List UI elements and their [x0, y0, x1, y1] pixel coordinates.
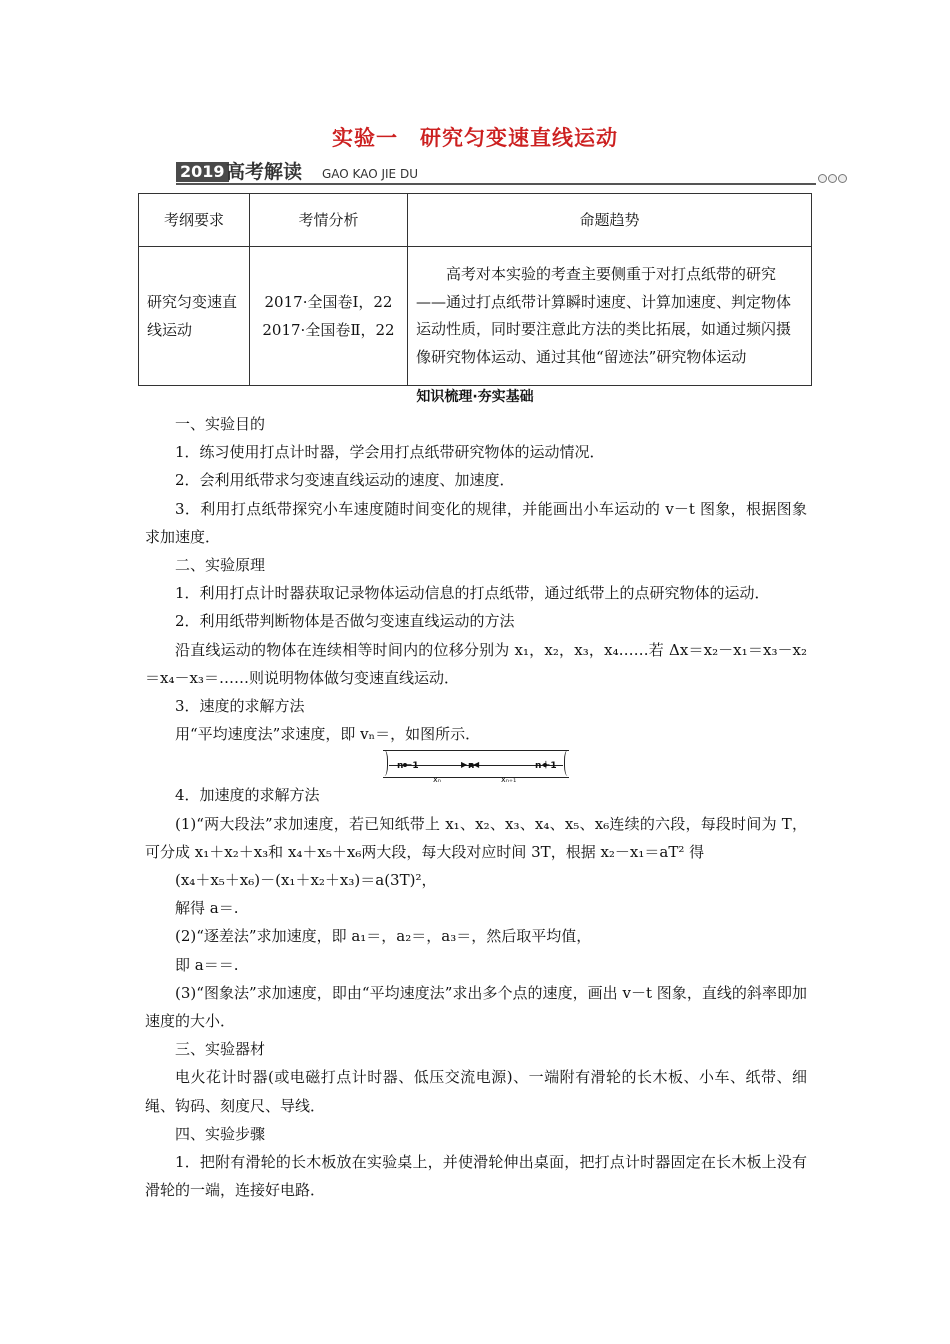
paragraph: 即 a＝＝. [175, 955, 239, 974]
paragraph: 1．利用打点计时器获取记录物体运动信息的打点纸带，通过纸带上的点研究物体的运动． [175, 584, 770, 603]
header-requirement: 考纲要求 [139, 194, 250, 247]
table-header-row [139, 194, 812, 247]
analysis-item: 2017·全国卷Ⅱ，22 [262, 321, 395, 339]
cell-trend: 高考对本实验的考查主要侧重于对打点纸带的研究——通过打点纸带计算瞬时速度、计算加速度、判定物体运动性质，同时要注意此方法的类比拓展，如通过频闪摄像研究物体运动、通过其他“留迹法”研究物体运动 [408, 247, 812, 386]
exam-analysis-table [138, 193, 812, 386]
paragraph: 解得 a＝. [175, 899, 239, 918]
paragraph: 4．加速度的求解方法 [175, 786, 320, 805]
paragraph: 3．速度的求解方法 [175, 697, 305, 716]
tape-label-right: n＋1 [535, 761, 557, 772]
paragraph: (3)“图象法”求加速度，即由“平均速度法”求出多个点的速度，画出 v－t 图象，直线的斜率即加速度的大小． [145, 983, 807, 1031]
tape-seg2: xₙ₊₁ [501, 775, 517, 785]
tape-seg1: xₙ [433, 775, 441, 785]
cell-analysis [250, 247, 408, 386]
decorative-dots-icon [818, 168, 848, 180]
tape-label-mid: n [468, 761, 475, 772]
banner-label: 高考解读 [226, 161, 303, 183]
paragraph: 电火花计时器(或电磁打点计时器、低压交流电源)、一端附有滑轮的长木板、小车、纸带、细绳、钩码、刻度尺、导线． [145, 1068, 807, 1115]
paragraph: (x₄＋x₅＋x₆)－(x₁＋x₂＋x₃)＝a(3T)²， [175, 871, 437, 890]
analysis-item: 2017·全国卷Ⅰ，22 [264, 293, 393, 311]
header-analysis: 考情分析 [250, 194, 408, 247]
heading-steps: 四、实验步骤 [175, 1124, 266, 1143]
arrow-left-icon: ◀ [473, 760, 480, 770]
ticker-tape-figure [145, 750, 807, 785]
exam-banner [176, 160, 848, 186]
ticker-tape [383, 750, 569, 785]
heading-purpose: 一、实验目的 [175, 415, 266, 433]
table-row [139, 247, 812, 386]
page-title: 实验一 研究匀变速直线运动 [332, 126, 618, 150]
banner-year: 2019 [176, 162, 229, 182]
paragraph: 用“平均速度法”求速度，即 vₙ＝，如图所示． [175, 725, 481, 744]
banner-rule [176, 183, 816, 185]
paragraph: 1．把附有滑轮的长木板放在实验桌上，并使滑轮伸出桌面，把打点计时器固定在长木板上没有滑轮的一端，连接好电路． [145, 1153, 807, 1200]
tape-label-left: n－1 [397, 761, 419, 772]
header-trend: 命题趋势 [408, 194, 812, 247]
body-text [145, 410, 807, 1204]
paragraph: (1)“两大段法”求加速度，若已知纸带上 x₁、x₂、x₃、x₄、x₅、x₆连续的六段，每段时间为 T，可分成 x₁＋x₂＋x₃和 x₄＋x₅＋x₆两大段，每大段对应时间 3T，根据 x₂－x₁＝aT² 得 [145, 814, 807, 861]
paragraph: 2．利用纸带判断物体是否做匀变速直线运动的方法 [175, 612, 515, 631]
heading-principle: 二、实验原理 [175, 556, 266, 575]
paragraph: (2)“逐差法”求加速度，即 a₁＝，a₂＝，a₃＝，然后取平均值， [175, 927, 592, 946]
paragraph: 1．练习使用打点计时器，学会用打点纸带研究物体的运动情况． [175, 443, 605, 462]
cell-requirement: 研究匀变速直线运动 [139, 247, 250, 386]
section-heading: 知识梳理·夯实基础 [416, 389, 534, 405]
heading-equipment: 三、实验器材 [175, 1040, 266, 1059]
arrow-right-icon: ▶ [461, 760, 468, 770]
paragraph: 3．利用打点纸带探究小车速度随时间变化的规律，并能画出小车运动的 v－t 图象，根据图象求加速度． [145, 499, 807, 546]
banner-pinyin: GAO KAO JIE DU [322, 167, 418, 181]
paragraph: 沿直线运动的物体在连续相等时间内的位移分别为 x₁，x₂，x₃，x₄……若 Δx＝x₂－x₁＝x₃－x₂＝x₄－x₃＝……则说明物体做匀变速直线运动． [145, 640, 807, 687]
paragraph: 2．会利用纸带求匀变速直线运动的速度、加速度． [175, 471, 515, 490]
